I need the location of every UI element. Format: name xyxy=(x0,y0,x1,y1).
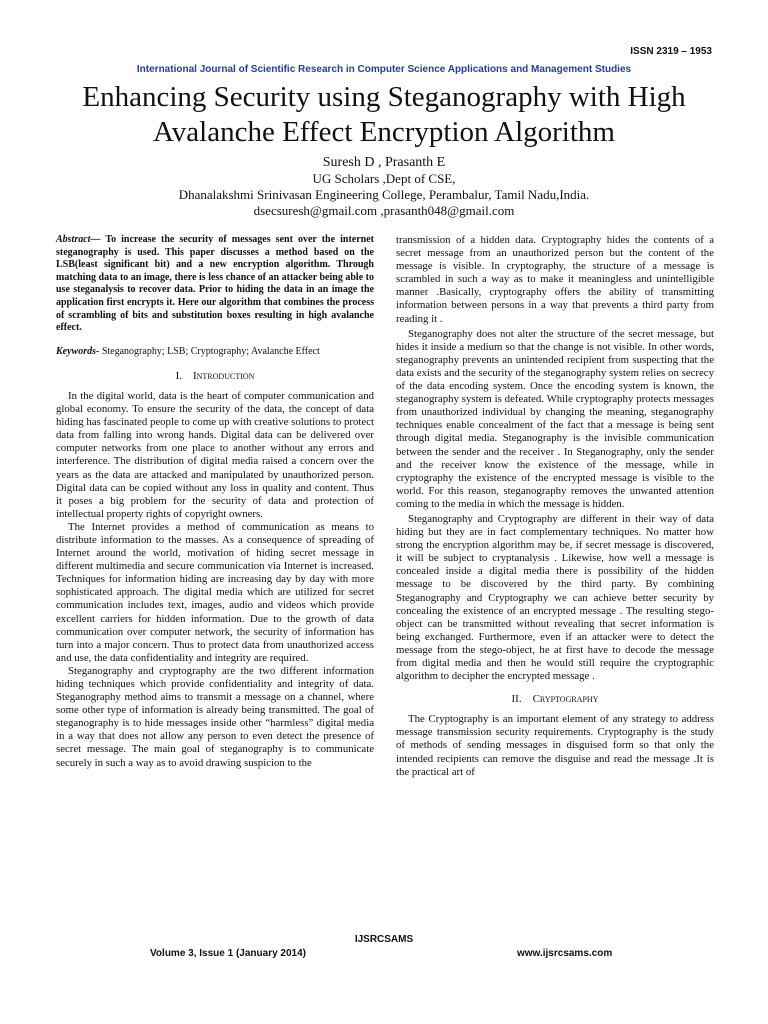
paragraph: Steganography does not alter the structure of the secret message, but hides it inside a medium so that the change is not visible. In other words, steganography prevents an unintended recipient from suspecting that the data exists and the security of the steganography system relies on secrecy of the data encoding system. Once the encoding system is known, the steganography system is defeated. While cryptography protects messages from unauthorized individual by changing the meaning, steganography techniques enable concealment of the fact that a message is being sent through digital media. Steganography is the invisible communication between the sender and the receiver . In Steganography, only the sender and the receiver know the existence of the message, while in cryptography the existence of the encrypted message is visible to the world. For this reason, steganography removes the unwanted attention coming to the media in which the message is hidden. xyxy=(396,327,714,510)
left-column xyxy=(56,234,374,770)
journal-name: International Journal of Scientific Research in Computer Science Applications and Management Studies xyxy=(136,64,632,75)
paragraph: Steganography and cryptography are the two different information hiding techniques which provide confidentiality and integrity of data. Steganography method aims to transmit a message on a channel, where some other type of information is already being transmitted. The goal of steganography is to hide messages inside other “harmless” digital media in a way that does not allow any person to even detect the presence of secret message. The main goal of steganography is to communicate securely in such a way as to avoid drawing suspicion to the xyxy=(56,664,374,769)
author-affiliation: Dhanalakshmi Srinivasan Engineering College, Perambalur, Tamil Nadu,India. xyxy=(178,187,590,202)
section-title: Introduction xyxy=(192,369,255,382)
paragraph: Steganography and Cryptography are different in their way of data hiding but they are in fact complementary techniques. No matter how strong the encryption algorithm may be, if secret message is discovered, it will be subject to cryptanalysis . Likewise, how well a message is concealed inside a digital media there is possibility of the hidden message to be discovered by the third party. By combining Steganography and Cryptography we can achieve better security by concealing the existence of an encrypted message . The resulting stego-object can be transmitted without revealing that secret information is being exchanged. Furthermore, even if an attacker were to detect the message from the stego-object, he at first have to decode the message from digital media and then he would still require the cryptographic algorithm to decipher the encrypted message . xyxy=(396,512,714,683)
issn-number: ISSN 2319 – 1953 xyxy=(630,46,712,57)
footer-volume: Volume 3, Issue 1 (January 2014) xyxy=(150,948,307,959)
abstract-text: — To increase the security of messages sent over the internet steganography is used. This paper discusses a method based on the LSB(least significant bit) and a new encryption algorithm. Through matching data to an image, there is less chance of an attacker being able to use steganalysis to recover data. Prior to hiding the data in an image the application first encrypts it. Here our algorithm that combines the process of scrambling of bits and substitution boxes resulting in high avalanche effect. xyxy=(56,234,374,334)
paragraph: The Internet provides a method of communication as means to distribute information to the masses. As a consequence of spreading of Internet around the world, motivation of hiding secret message in different multimedia and secure communication via Internet is increased. Techniques for information hiding are increasing day by day with more sophisticated approach. The digital media which are utilized for secret communication includes text, images, audio and videos which provide excellent carriers for hidden information. Due to the growth of data communication over computer network, the security of information has turn into a major concern. Thus to protect data from unauthorized access and use, the data confidentiality and integrity are required. xyxy=(56,520,374,664)
author-names: Suresh D , Prasanth E xyxy=(322,155,446,170)
keywords xyxy=(56,345,374,358)
section-heading-introduction xyxy=(56,370,374,383)
author-block xyxy=(0,155,768,219)
paragraph: The Cryptography is an important element of any strategy to address message transmission security requirements. Cryptography is the study of methods of sending messages in disguised form so that only the intended recipients can remove the disguise and read the message .It is the practical art of xyxy=(396,713,714,778)
keywords-lead: Keywords- xyxy=(56,345,100,357)
section-title: Cryptography xyxy=(532,693,599,706)
keywords-text: Steganography; LSB; Cryptography; Avalanche Effect xyxy=(99,345,320,357)
footer-journal-code: IJSRCSAMS xyxy=(354,934,414,945)
author-emails: dsecsuresh@gmail.com ,prasanth048@gmail.com xyxy=(253,203,515,218)
paragraph: In the digital world, data is the heart of computer communication and global economy. To ensure the security of the data, the concept of data hiding has fascinated people to come up with creative solutions to protect data from falling into wrong hands. Digital data can be delivered over computer networks from one place to another without any errors and interference. The distribution of digital media raised a concern over the years as the data are attacked and manipulated by unauthorized person. Digital data can be copied without any loss in quality and content. Thus it poses a big problem for the security of data and protection of intellectual property rights of copyright owners. xyxy=(56,389,374,520)
section-heading-cryptography xyxy=(396,693,714,706)
author-role: UG Scholars ,Dept of CSE, xyxy=(312,171,456,186)
abstract-lead: Abstract xyxy=(56,234,91,245)
paper-title: Enhancing Security using Steganography with High Avalanche Effect Encryption Algorithm xyxy=(82,81,686,148)
section-number: I. xyxy=(175,369,182,382)
section-number: II. xyxy=(511,693,522,706)
paragraph: transmission of a hidden data. Cryptography hides the contents of a secret message from an unauthorized person but the content of the message is visible. In cryptography, the structure of a message is scrambled in such a way as to make it meaningless and unintelligible manner .Basically, cryptography offers the ability of transmitting information between persons in a way that prevents a third party from reading it . xyxy=(396,234,714,325)
footer-website: www.ijsrcsams.com xyxy=(517,948,613,959)
abstract xyxy=(56,234,374,335)
right-column xyxy=(396,234,714,779)
